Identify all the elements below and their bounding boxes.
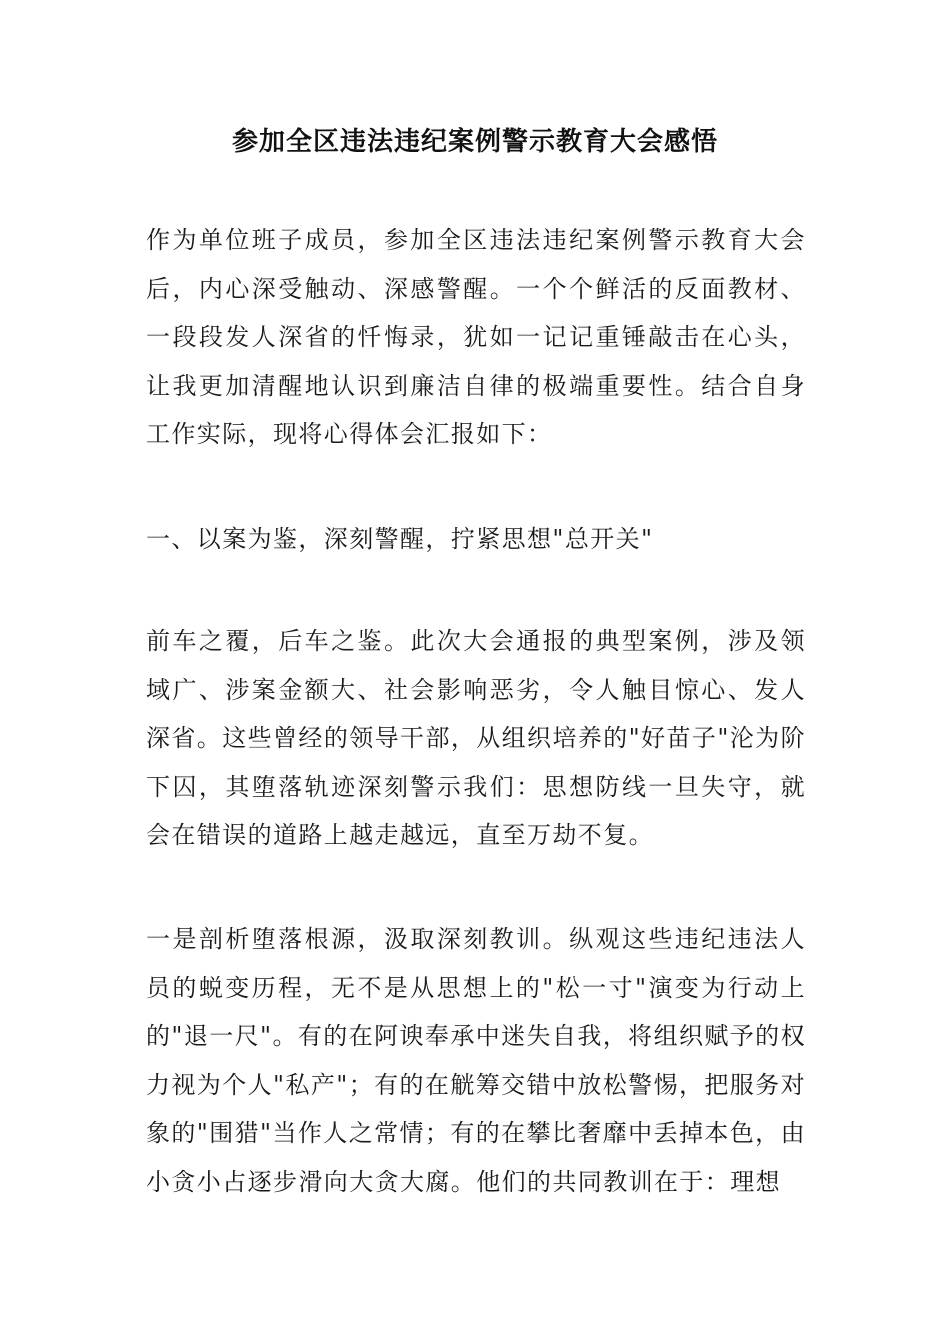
paragraph-lesson: 前车之覆，后车之鉴。此次大会通报的典型案例，涉及领域广、涉案金额大、社会影响恶劣，令人触目惊心、发人深省。这些曾经的领导干部，从组织培养的"好苗子"沦为阶下囚，其堕落轨迹深刻警示我们：思想防线一旦失守，就会在错误的道路上越走越远，直至万劫不复。 (146, 627, 806, 849)
paragraph-intro: 作为单位班子成员，参加全区违法违纪案例警示教育大会后，内心深受触动、深感警醒。一个个鲜活的反面教材、一段段发人深省的忏悔录，犹如一记记重锤敲击在心头，让我更加清醒地认识到廉洁自律的极端重要性。结合自身工作实际，现将心得体会汇报如下： (146, 226, 806, 448)
section-heading-1: 一、以案为鉴，深刻警醒，拧紧思想"总开关" (146, 525, 654, 553)
paragraph-point-1: 一是剖析堕落根源，汲取深刻教训。纵观这些违纪违法人员的蜕变历程，无不是从思想上的"松一寸"演变为行动上的"退一尺"。有的在阿谀奉承中迷失自我，将组织赋予的权力视为个人"私产"；有的在觥筹交错中放松警惕，把服务对象的"围猎"当作人之常情；有的在攀比奢靡中丢掉本色，由小贪小占逐步滑向大贪大腐。他们的共同教训在于：理想 (146, 925, 806, 1196)
document-title: 参加全区违法违纪案例警示教育大会感悟 (231, 127, 718, 157)
